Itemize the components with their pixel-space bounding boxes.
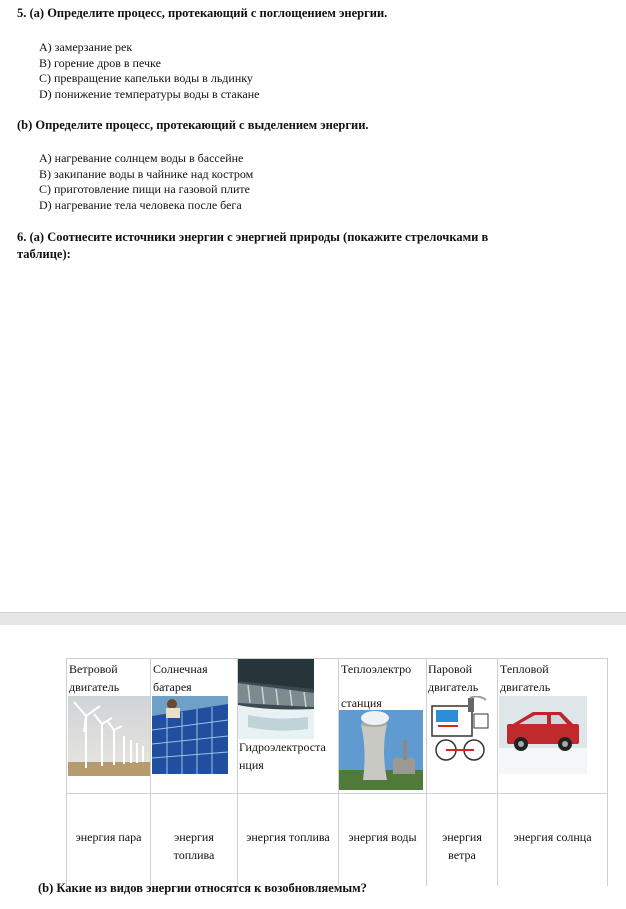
wind-turbines-icon	[68, 696, 150, 776]
option: A) нагревание солнцем воды в бассейне	[39, 151, 244, 165]
page-bottom	[0, 625, 626, 909]
car-icon	[499, 696, 587, 774]
page-gap	[0, 612, 626, 625]
question-5a-options	[39, 40, 259, 102]
steam-engine-icon	[428, 696, 492, 766]
energy-fuel-1: энергия топлива	[173, 830, 215, 862]
question-5a-title: 5. (a) Определите процесс, протекающий с поглощением энергии.	[17, 6, 388, 20]
energy-wind: энергия ветра	[442, 830, 482, 862]
solar-panel-icon	[152, 696, 228, 774]
source-engine-label: Тепловой двигатель	[500, 662, 551, 694]
question-6b-title: (b) Какие из видов энергии относятся к возобновляемым?	[38, 881, 367, 895]
power-plant-icon	[339, 710, 423, 790]
option: B) закипание воды в чайнике над костром	[39, 166, 254, 181]
option: D) нагревание тела человека после бега	[39, 197, 242, 212]
question-6a-line1: 6. (a) Соотнесите источники энергии с энергией природы (покажите стрелочками в	[17, 230, 489, 244]
option: D) понижение температуры воды в стакане	[39, 86, 260, 101]
question-6a-line2: таблице):	[17, 247, 71, 261]
option: B) горение дров в печке	[39, 55, 161, 70]
source-hydro-label: Гидроэлектроста нция	[239, 740, 326, 772]
question-5b-title: (b) Определите процесс, протекающий с выделением энергии.	[17, 118, 369, 132]
source-solar-label: Солнечная батарея	[153, 662, 208, 694]
question-6a-title	[17, 229, 488, 263]
source-thermal-label: Теплоэлектро станция	[341, 662, 412, 710]
energy-steam: энергия пара	[75, 830, 142, 844]
matching-table	[66, 658, 608, 886]
option: A) замерзание рек	[39, 40, 133, 54]
dam-icon	[238, 659, 314, 739]
energy-water: энергия воды	[348, 830, 417, 844]
option: C) приготовление пищи на газовой плите	[39, 182, 250, 196]
energy-fuel-2: энергия топлива	[246, 830, 330, 844]
option: C) превращение капельки воды в льдинку	[39, 71, 253, 85]
source-steam-label: Паровой двигатель	[428, 662, 479, 694]
energy-sun: энергия солнца	[513, 830, 592, 844]
question-5b-options	[39, 151, 253, 213]
source-wind-label: Ветровой двигатель	[69, 662, 120, 694]
